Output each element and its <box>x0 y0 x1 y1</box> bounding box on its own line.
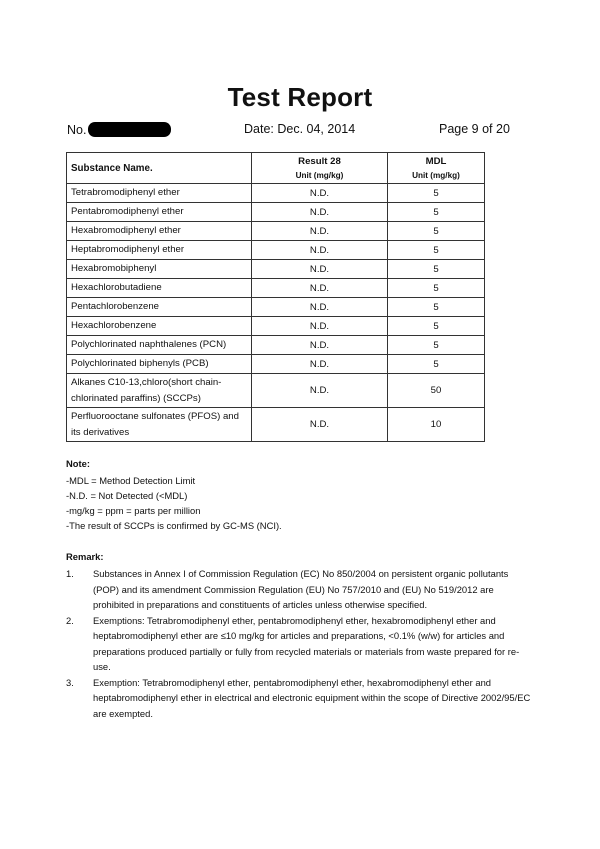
report-number-label: No. <box>67 123 87 137</box>
substance-name: Tetrabromodiphenyl ether <box>67 184 252 203</box>
remark-number: 1. <box>66 568 74 579</box>
table-row <box>67 336 485 355</box>
table-header-row <box>67 153 485 184</box>
result-value: N.D. <box>252 374 388 408</box>
mdl-value: 50 <box>388 374 485 408</box>
table-row <box>67 203 485 222</box>
result-value: N.D. <box>252 317 388 336</box>
note-section <box>66 458 282 533</box>
note-line: -mg/kg = ppm = parts per million <box>66 505 201 516</box>
substance-name: Polychlorinated biphenyls (PCB) <box>67 355 252 374</box>
header-mdl-label: MDL <box>425 156 447 167</box>
header-substance: Substance Name. <box>67 153 252 184</box>
result-value: N.D. <box>252 355 388 374</box>
results-table <box>66 152 485 442</box>
table-row <box>67 241 485 260</box>
page-title: Test Report <box>227 82 373 112</box>
substance-name: Hexachlorobenzene <box>67 317 252 336</box>
remark-item <box>66 675 536 722</box>
result-value: N.D. <box>252 260 388 279</box>
remark-item <box>66 613 536 675</box>
report-date: Date: Dec. 04, 2014 <box>244 122 356 136</box>
result-value: N.D. <box>252 222 388 241</box>
mdl-value: 5 <box>388 222 485 241</box>
header-result-label: Result 28 <box>298 156 341 167</box>
mdl-value: 5 <box>388 203 485 222</box>
mdl-value: 5 <box>388 260 485 279</box>
substance-name: Polychlorinated naphthalenes (PCN) <box>67 336 252 355</box>
remark-section <box>66 551 536 721</box>
redaction-bar <box>88 122 171 137</box>
report-number <box>67 122 171 137</box>
mdl-value: 10 <box>388 408 485 442</box>
result-value: N.D. <box>252 298 388 317</box>
header-result-unit: Unit (mg/kg) <box>295 171 344 180</box>
substance-name: Heptabromodiphenyl ether <box>67 241 252 260</box>
substance-name: Perfluorooctane sulfonates (PFOS) and its derivatives <box>67 408 252 442</box>
table-row <box>67 317 485 336</box>
note-heading: Note: <box>66 458 90 469</box>
substance-name: Hexachlorobutadiene <box>67 279 252 298</box>
remark-text: Exemptions: Tetrabromodiphenyl ether, pentabromodiphenyl ether, hexabromodiphenyl ether and heptabromodiphenyl ether are ≤10 mg/kg for articles and preparations, <0.1% (w/w) for articles and preparations produced partially or fully from recycled materials or materials from waste prepared for re-use. <box>93 614 520 672</box>
remark-text: Substances in Annex I of Commission Regulation (EC) No 850/2004 on persistent organic pollutants (POP) and its amendment Commission Regulation (EU) No 757/2010 and (EU) No 519/2012 are prohibited in preparations and constituents of articles unless otherwise specified. <box>93 568 509 610</box>
note-line: -MDL = Method Detection Limit <box>66 475 196 486</box>
header-mdl-unit: Unit (mg/kg) <box>412 171 460 180</box>
note-line: -The result of SCCPs is confirmed by GC-MS (NCI). <box>66 520 282 531</box>
table-row <box>67 374 485 408</box>
table-row <box>67 408 485 442</box>
note-line: -N.D. = Not Detected (<MDL) <box>66 490 188 501</box>
page-number: Page 9 of 20 <box>439 122 510 136</box>
table-row <box>67 355 485 374</box>
table-row <box>67 184 485 203</box>
result-value: N.D. <box>252 241 388 260</box>
header-result <box>252 153 388 184</box>
table-row <box>67 298 485 317</box>
remark-number: 2. <box>66 614 74 626</box>
substance-name: Pentachlorobenzene <box>67 298 252 317</box>
table-row <box>67 260 485 279</box>
mdl-value: 5 <box>388 241 485 260</box>
table-row <box>67 222 485 241</box>
substance-name: Hexabromobiphenyl <box>67 260 252 279</box>
mdl-value: 5 <box>388 317 485 336</box>
remark-heading: Remark: <box>66 551 104 562</box>
header-mdl <box>388 153 485 184</box>
substance-name: Alkanes C10-13,chloro(short chain-chlorinated paraffins) (SCCPs) <box>67 374 252 408</box>
substance-name: Pentabromodiphenyl ether <box>67 203 252 222</box>
remark-number: 3. <box>66 676 74 688</box>
mdl-value: 5 <box>388 184 485 203</box>
result-value: N.D. <box>252 279 388 298</box>
mdl-value: 5 <box>388 279 485 298</box>
mdl-value: 5 <box>388 355 485 374</box>
result-value: N.D. <box>252 203 388 222</box>
substance-name: Hexabromodiphenyl ether <box>67 222 252 241</box>
result-value: N.D. <box>252 408 388 442</box>
mdl-value: 5 <box>388 298 485 317</box>
result-value: N.D. <box>252 184 388 203</box>
table-row <box>67 279 485 298</box>
remark-item <box>66 566 536 613</box>
result-value: N.D. <box>252 336 388 355</box>
mdl-value: 5 <box>388 336 485 355</box>
remark-text: Exemption: Tetrabromodiphenyl ether, pentabromodiphenyl ether, hexabromodiphenyl ether and heptabromodiphenyl ether in electrical and electronic equipment within the scope of Directive 2002/95/EC are exempted. <box>93 676 531 719</box>
